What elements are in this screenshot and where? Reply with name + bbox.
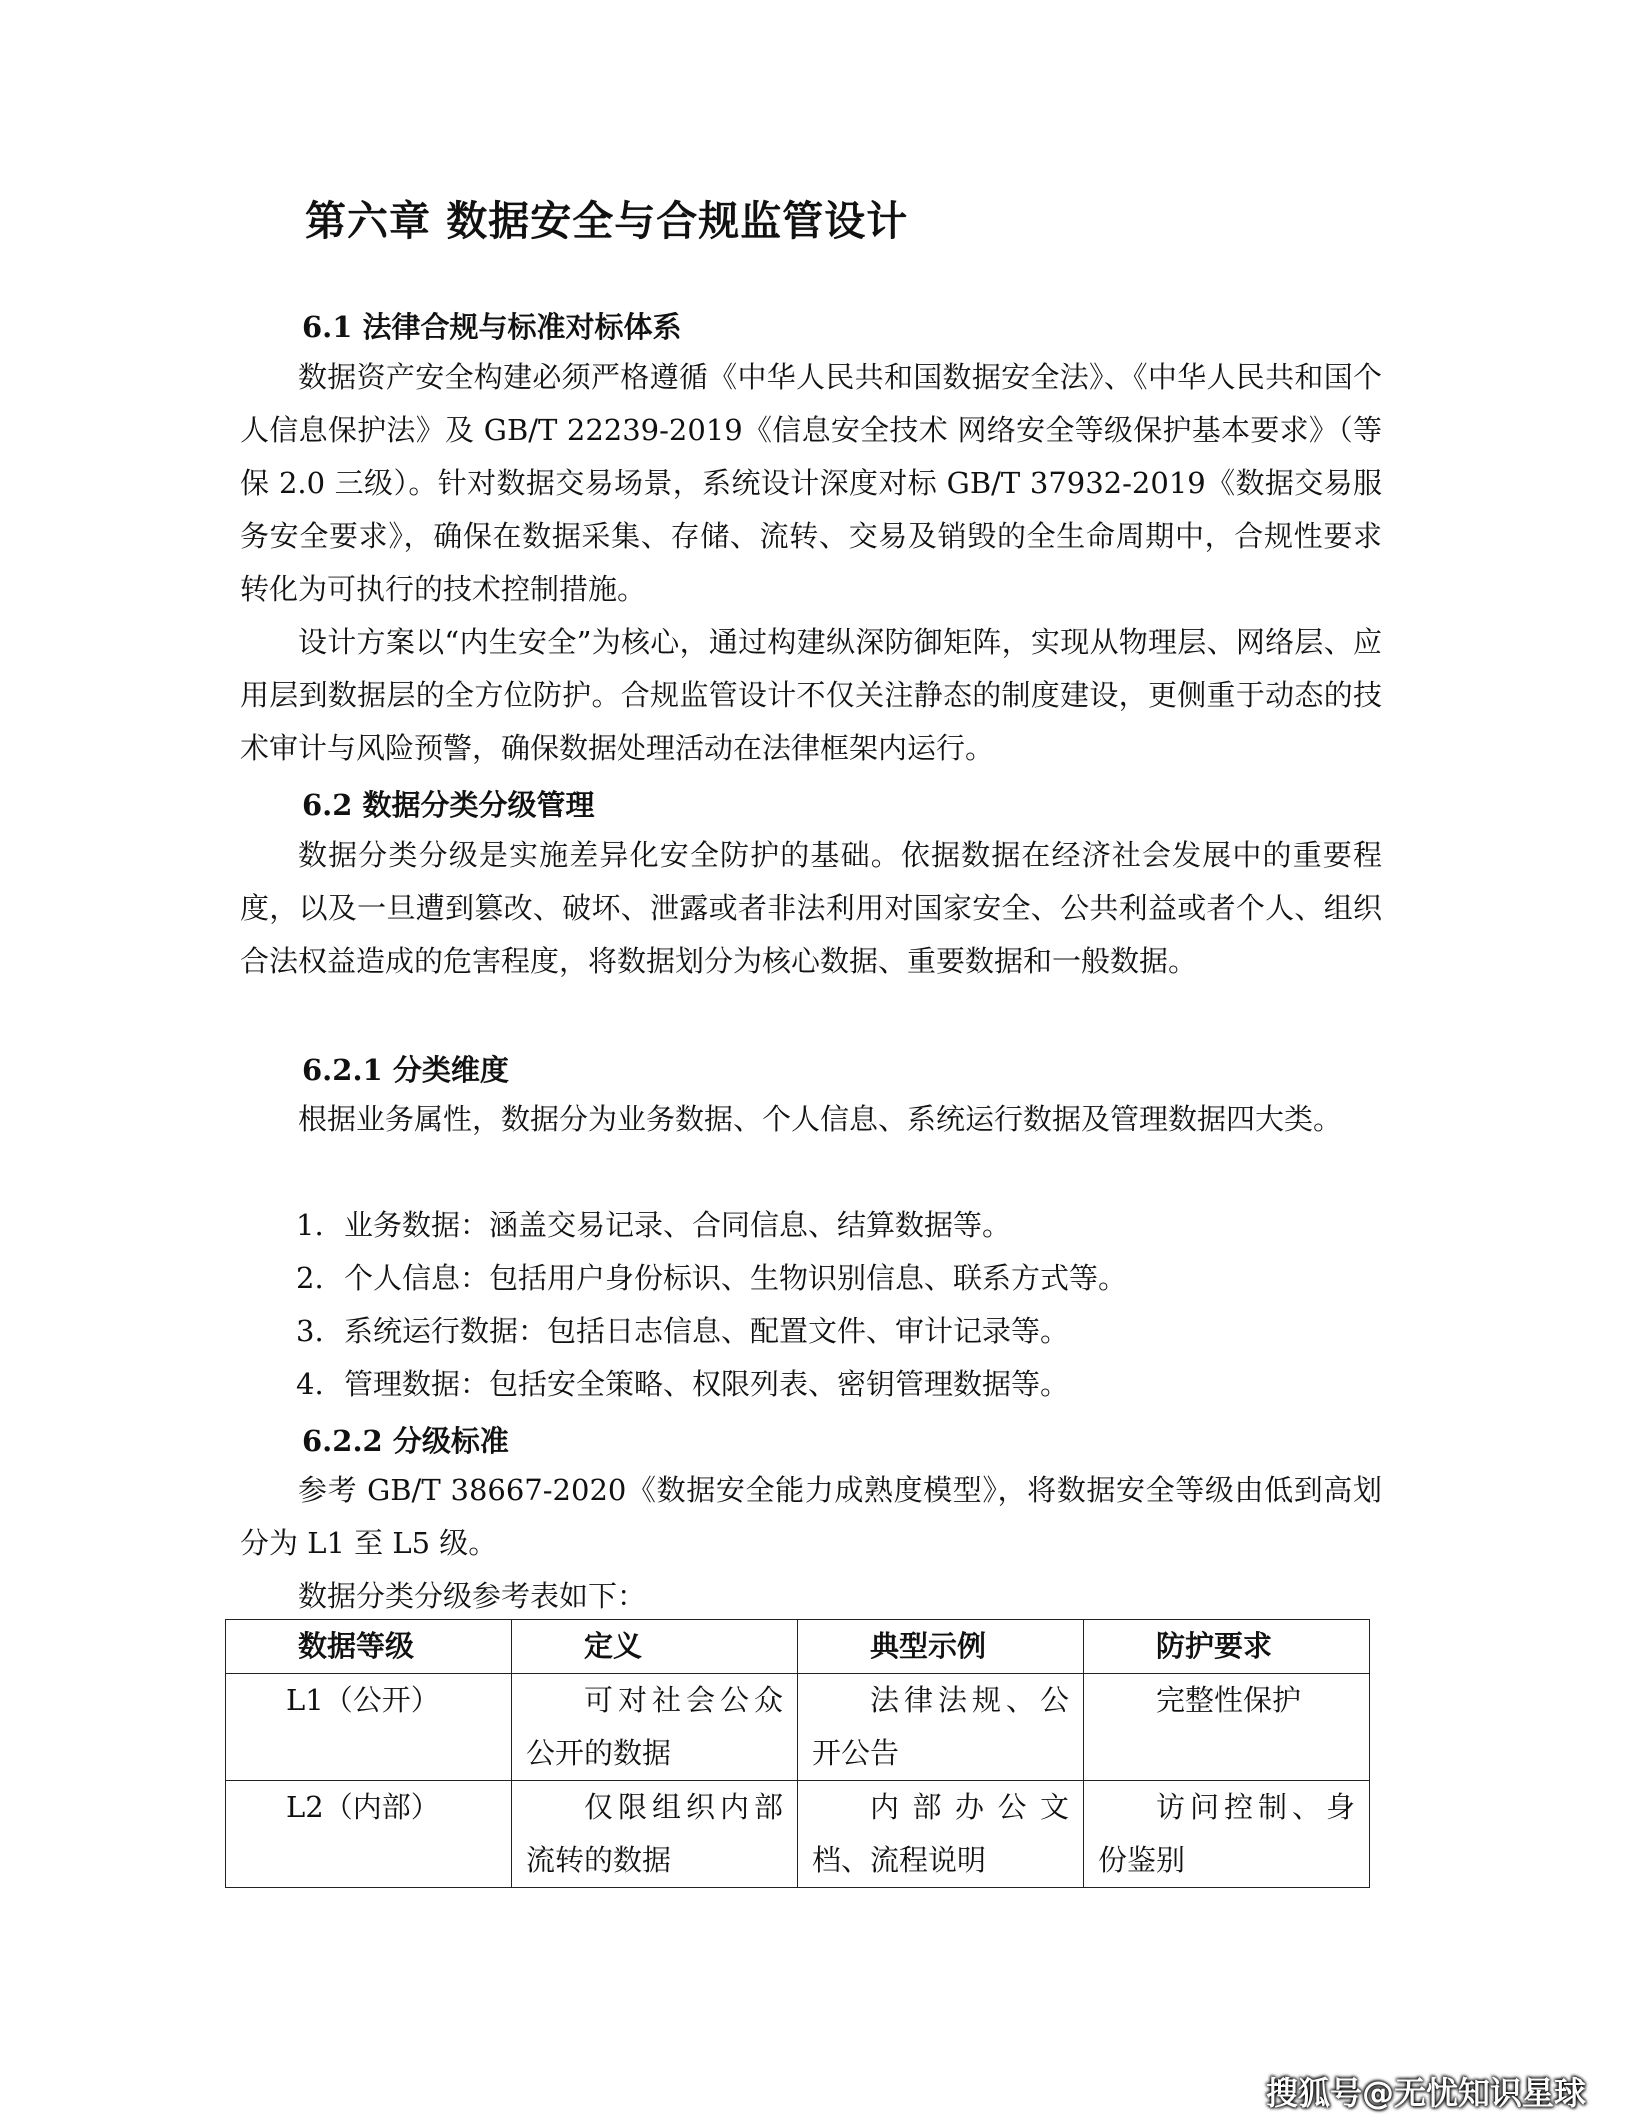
- list-item: [296, 1305, 1069, 1358]
- list-item: [296, 1358, 1069, 1411]
- list-item-number: 4.: [296, 1367, 324, 1401]
- table-cell: 内部办公文档、流程说明: [798, 1781, 1084, 1888]
- section-6-2-2-paragraph-2: 数据分类分级参考表如下：: [298, 1579, 647, 1613]
- list-item-text: 管理数据：包括安全策略、权限列表、密钥管理数据等。: [344, 1367, 1070, 1401]
- list-item: [296, 1199, 1011, 1252]
- watermark-text: 搜狐号@无忧知识星球: [1265, 2074, 1586, 2112]
- table-row: [226, 1674, 1370, 1781]
- section-6-2-heading: 6.2 数据分类分级管理: [302, 788, 595, 822]
- table-header-cell: 数据等级: [226, 1620, 512, 1674]
- table-row: [226, 1781, 1370, 1888]
- table-header-cell: 防护要求: [1084, 1620, 1370, 1674]
- table-header-cell: 典型示例: [798, 1620, 1084, 1674]
- section-6-2-2-paragraph-1: 参考 GB/T 38667-2020《数据安全能力成熟度模型》，将数据安全等级由低到高划分为 L1 至 L5 级。: [240, 1473, 1382, 1560]
- table-cell: L2（内部）: [226, 1781, 512, 1888]
- list-item-text: 个人信息：包括用户身份标识、生物识别信息、联系方式等。: [344, 1261, 1128, 1295]
- table-cell: 法律法规、公开公告: [798, 1674, 1084, 1781]
- list-item: [296, 1252, 1127, 1305]
- table-cell: 完整性保护: [1084, 1674, 1370, 1781]
- list-item-number: 2.: [296, 1261, 324, 1295]
- list-item-number: 3.: [296, 1314, 324, 1348]
- list-item-number: 1.: [296, 1208, 324, 1242]
- section-6-2-paragraph-1: 数据分类分级是实施差异化安全防护的基础。依据数据在经济社会发展中的重要程度，以及一旦遭到篡改、破坏、泄露或者非法利用对国家安全、公共利益或者个人、组织合法权益造成的危害程度，将数据划分为核心数据、重要数据和一般数据。: [240, 838, 1382, 978]
- section-6-1-paragraph-1: 数据资产安全构建必须严格遵循《中华人民共和国数据安全法》、《中华人民共和国个人信息保护法》及 GB/T 22239-2019《信息安全技术 网络安全等级保护基本要求》（等保 2.0 三级）。针对数据交易场景，系统设计深度对标 GB/T 37932-2019《数据交易服务安全要求》，确保在数据采集、存储、流转、交易及销毁的全生命周期中，合规性要求转化为可执行的技术控制措施。: [240, 360, 1382, 606]
- section-6-1-paragraph-2: 设计方案以“内生安全”为核心，通过构建纵深防御矩阵，实现从物理层、网络层、应用层到数据层的全方位防护。合规监管设计不仅关注静态的制度建设，更侧重于动态的技术审计与风险预警，确保数据处理活动在法律框架内运行。: [240, 625, 1382, 765]
- table-header-cell: 定义: [512, 1620, 798, 1674]
- section-6-2-1-paragraph-1: 根据业务属性，数据分为业务数据、个人信息、系统运行数据及管理数据四大类。: [298, 1102, 1343, 1136]
- section-6-2-1-heading: 6.2.1 分类维度: [302, 1053, 509, 1087]
- list-item-text: 系统运行数据：包括日志信息、配置文件、审计记录等。: [344, 1314, 1070, 1348]
- table-cell: L1（公开）: [226, 1674, 512, 1781]
- table-cell: 访问控制、身份鉴别: [1084, 1781, 1370, 1888]
- table-cell: 可对社会公众公开的数据: [512, 1674, 798, 1781]
- classification-table: [225, 1619, 1370, 1888]
- table-cell: 仅限组织内部流转的数据: [512, 1781, 798, 1888]
- list-item-text: 业务数据：涵盖交易记录、合同信息、结算数据等。: [344, 1208, 1012, 1242]
- section-6-2-2-heading: 6.2.2 分级标准: [302, 1424, 509, 1458]
- section-6-1-heading: 6.1 法律合规与标准对标体系: [302, 310, 682, 344]
- table-header-row: [226, 1620, 1370, 1674]
- chapter-title: 第六章 数据安全与合规监管设计: [305, 197, 909, 245]
